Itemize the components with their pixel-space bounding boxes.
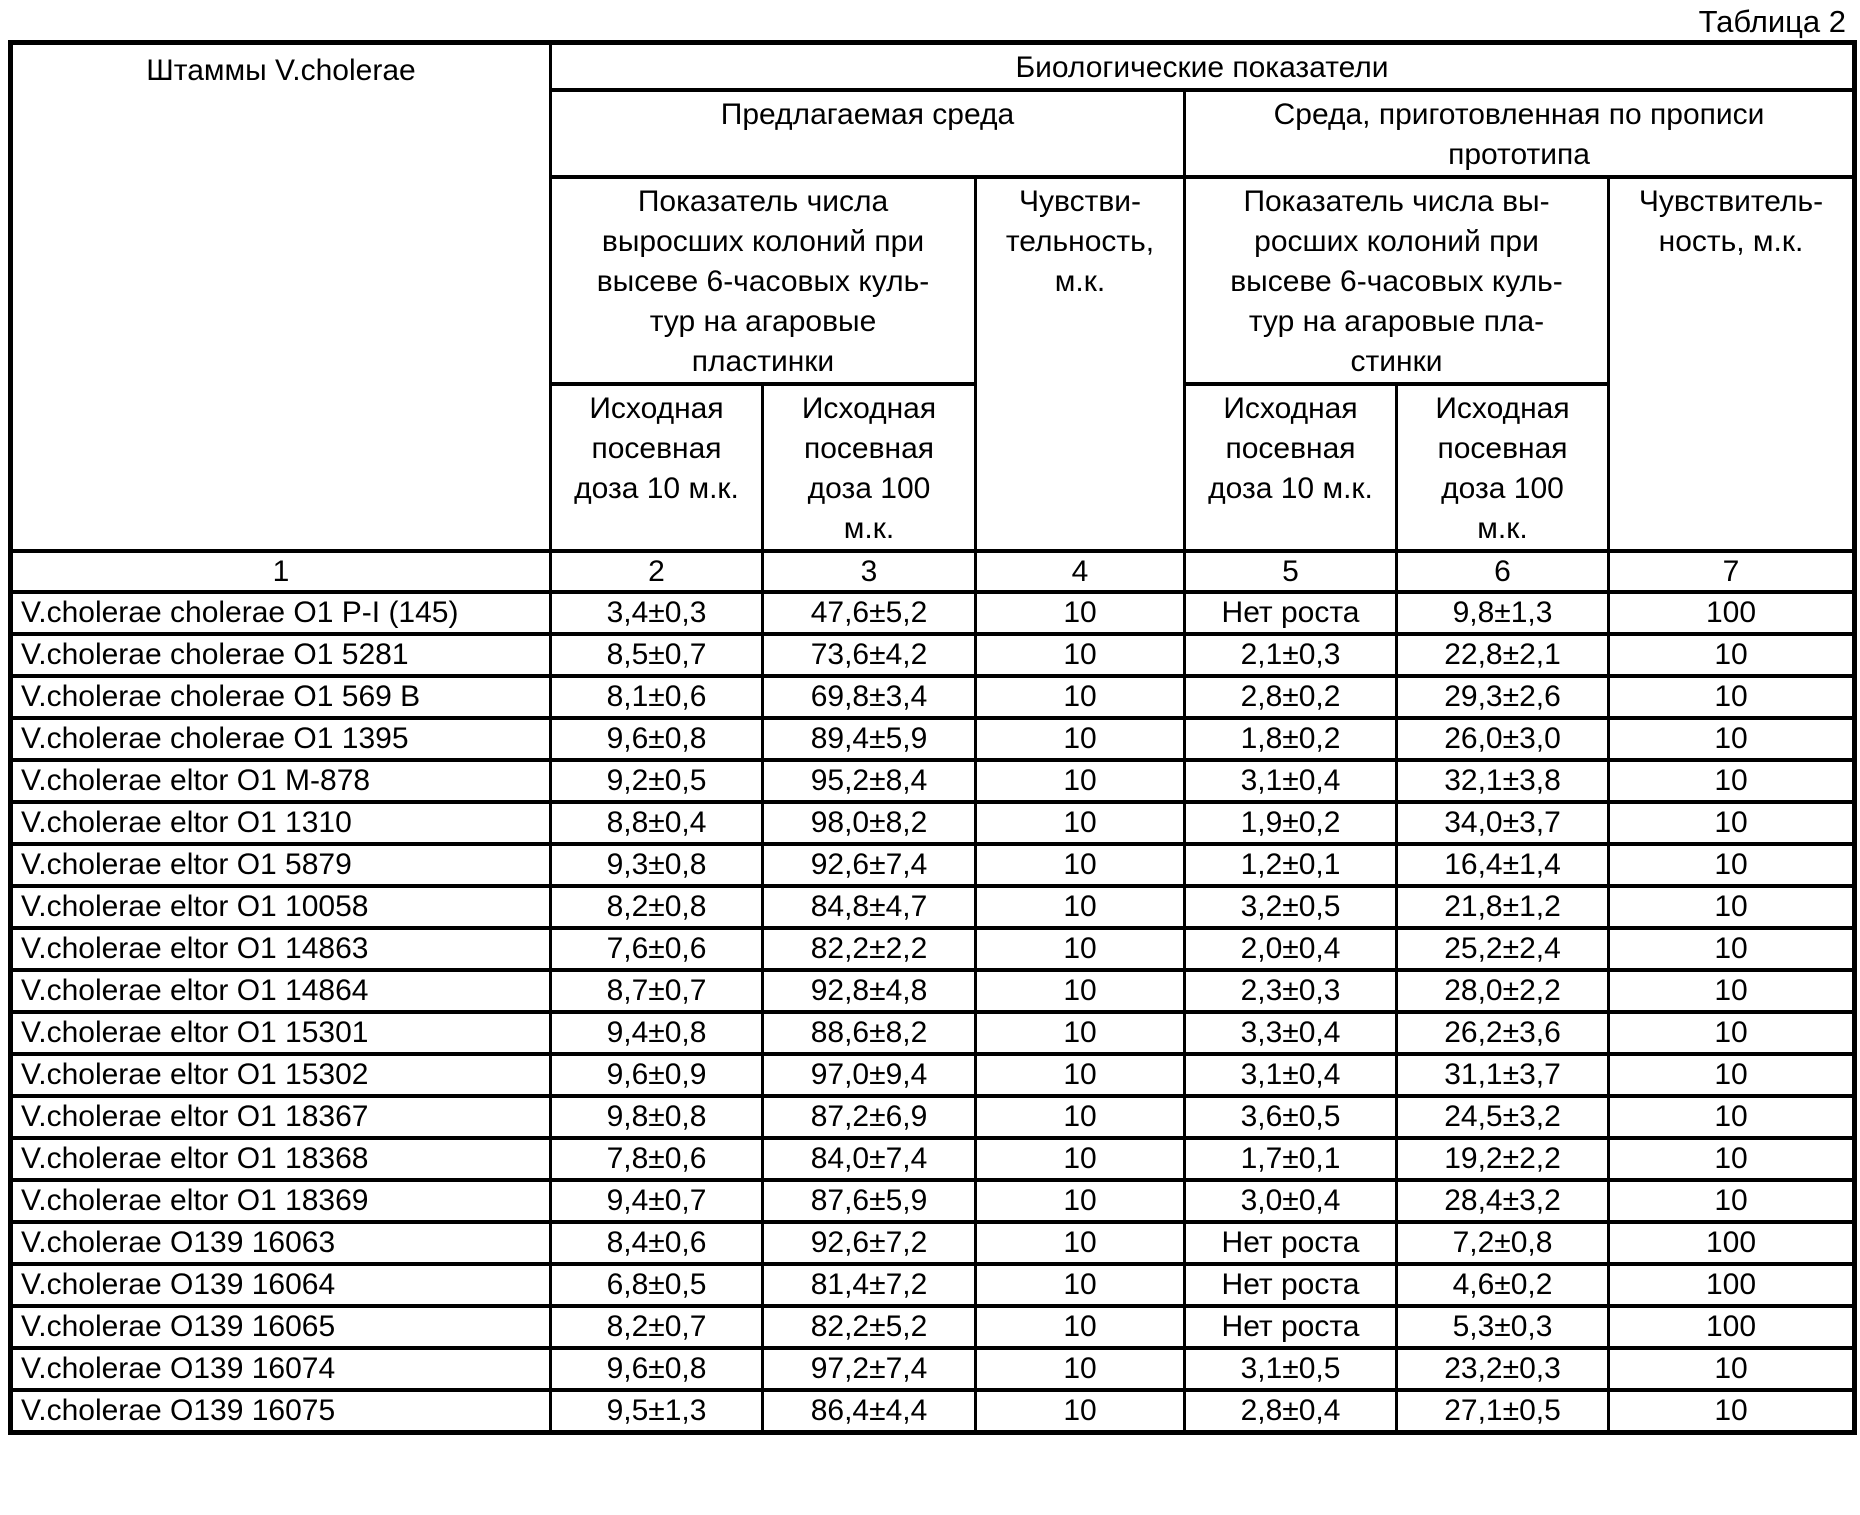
value-cell: 100 (1609, 1306, 1855, 1348)
table-row (11, 1180, 1855, 1222)
value-cell: 9,4±0,7 (551, 1180, 763, 1222)
column-number: 7 (1609, 551, 1855, 592)
value-cell: 97,2±7,4 (763, 1348, 976, 1390)
value-cell: 10 (1609, 1012, 1855, 1054)
value-cell: 73,6±4,2 (763, 634, 976, 676)
strain-name-cell: V.cholerae O139 16074 (11, 1348, 551, 1390)
value-cell: 82,2±2,2 (763, 928, 976, 970)
value-cell: Нет роста (1185, 1306, 1397, 1348)
value-cell: 5,3±0,3 (1397, 1306, 1609, 1348)
strain-name-cell: V.cholerae eltor O1 15302 (11, 1054, 551, 1096)
value-cell: 10 (976, 1180, 1185, 1222)
value-cell: 8,5±0,7 (551, 634, 763, 676)
table-row (11, 1306, 1855, 1348)
strain-name-cell: V.cholerae cholerae O1 P-I (145) (11, 592, 551, 634)
value-cell: Нет роста (1185, 1264, 1397, 1306)
value-cell: 9,6±0,8 (551, 718, 763, 760)
value-cell: 10 (1609, 1096, 1855, 1138)
value-cell: 3,1±0,5 (1185, 1348, 1397, 1390)
value-cell: 31,1±3,7 (1397, 1054, 1609, 1096)
table-caption: Таблица 2 (1698, 4, 1846, 39)
value-cell: 25,2±2,4 (1397, 928, 1609, 970)
value-cell: 10 (976, 1012, 1185, 1054)
table-row (11, 676, 1855, 718)
table-row (11, 844, 1855, 886)
table-header-section (11, 43, 1855, 593)
table-row (11, 1348, 1855, 1390)
value-cell: 92,6±7,2 (763, 1222, 976, 1264)
value-cell: 10 (976, 592, 1185, 634)
value-cell: 3,2±0,5 (1185, 886, 1397, 928)
value-cell: 10 (976, 1054, 1185, 1096)
value-cell: 8,8±0,4 (551, 802, 763, 844)
column-numbers-row (11, 551, 1855, 592)
value-cell: Нет роста (1185, 592, 1397, 634)
value-cell: 10 (976, 718, 1185, 760)
value-cell: 6,8±0,5 (551, 1264, 763, 1306)
sensitivity-header-prototype: Чувствитель- ность, м.к. (1609, 177, 1855, 551)
value-cell: 86,4±4,4 (763, 1390, 976, 1432)
value-cell: 22,8±2,1 (1397, 634, 1609, 676)
column-number: 5 (1185, 551, 1397, 592)
value-cell: 10 (976, 1264, 1185, 1306)
value-cell: 9,8±0,8 (551, 1096, 763, 1138)
value-cell: 9,4±0,8 (551, 1012, 763, 1054)
strain-name-cell: V.cholerae O139 16063 (11, 1222, 551, 1264)
value-cell: 84,0±7,4 (763, 1138, 976, 1180)
value-cell: 24,5±3,2 (1397, 1096, 1609, 1138)
value-cell: 27,1±0,5 (1397, 1390, 1609, 1432)
value-cell: 8,4±0,6 (551, 1222, 763, 1264)
value-cell: 95,2±8,4 (763, 760, 976, 802)
strain-name-cell: V.cholerae eltor O1 15301 (11, 1012, 551, 1054)
value-cell: 87,2±6,9 (763, 1096, 976, 1138)
colony-count-header-proposed: Показатель числа выросших колоний при высеве 6-часовых куль- тур на агаровые пластинки (551, 177, 976, 384)
value-cell: 47,6±5,2 (763, 592, 976, 634)
value-cell: 10 (1609, 1180, 1855, 1222)
value-cell: 3,1±0,4 (1185, 760, 1397, 802)
value-cell: 10 (1609, 676, 1855, 718)
value-cell: 9,5±1,3 (551, 1390, 763, 1432)
value-cell: 23,2±0,3 (1397, 1348, 1609, 1390)
value-cell: 9,8±1,3 (1397, 592, 1609, 634)
biological-indicators-header: Биологические показатели (551, 43, 1855, 91)
value-cell: 10 (976, 844, 1185, 886)
value-cell: 21,8±1,2 (1397, 886, 1609, 928)
dose-100-header-prototype: Исходная посевная доза 100 м.к. (1397, 384, 1609, 551)
value-cell: 3,0±0,4 (1185, 1180, 1397, 1222)
value-cell: 4,6±0,2 (1397, 1264, 1609, 1306)
table-row (11, 970, 1855, 1012)
value-cell: 10 (976, 1390, 1185, 1432)
value-cell: 7,6±0,6 (551, 928, 763, 970)
value-cell: 7,8±0,6 (551, 1138, 763, 1180)
header-row-top (11, 43, 1855, 91)
strain-name-cell: V.cholerae O139 16075 (11, 1390, 551, 1432)
value-cell: 100 (1609, 1264, 1855, 1306)
value-cell: 100 (1609, 1222, 1855, 1264)
value-cell: 16,4±1,4 (1397, 844, 1609, 886)
value-cell: 3,1±0,4 (1185, 1054, 1397, 1096)
value-cell: 8,2±0,8 (551, 886, 763, 928)
value-cell: 10 (976, 970, 1185, 1012)
value-cell: 10 (976, 886, 1185, 928)
table-row (11, 1264, 1855, 1306)
value-cell: 10 (1609, 886, 1855, 928)
strain-name-cell: V.cholerae eltor O1 1310 (11, 802, 551, 844)
value-cell: 29,3±2,6 (1397, 676, 1609, 718)
value-cell: 9,6±0,9 (551, 1054, 763, 1096)
column-number: 1 (11, 551, 551, 592)
value-cell: 26,0±3,0 (1397, 718, 1609, 760)
value-cell: 9,2±0,5 (551, 760, 763, 802)
value-cell: 3,3±0,4 (1185, 1012, 1397, 1054)
column-number: 4 (976, 551, 1185, 592)
strain-name-cell: V.cholerae O139 16064 (11, 1264, 551, 1306)
value-cell: 10 (976, 634, 1185, 676)
value-cell: 10 (1609, 970, 1855, 1012)
table-row (11, 802, 1855, 844)
strain-name-cell: V.cholerae eltor O1 18369 (11, 1180, 551, 1222)
value-cell: 1,2±0,1 (1185, 844, 1397, 886)
value-cell: 81,4±7,2 (763, 1264, 976, 1306)
strains-column-header: Штаммы V.cholerae (11, 43, 551, 552)
table-row (11, 760, 1855, 802)
table-row (11, 886, 1855, 928)
value-cell: 32,1±3,8 (1397, 760, 1609, 802)
dose-10-header-proposed: Исходная посевная доза 10 м.к. (551, 384, 763, 551)
results-table (8, 40, 1857, 1435)
value-cell: 10 (1609, 844, 1855, 886)
strain-name-cell: V.cholerae eltor O1 10058 (11, 886, 551, 928)
value-cell: 10 (1609, 1348, 1855, 1390)
colony-count-header-prototype: Показатель числа вы- росших колоний при высеве 6-часовых куль- тур на агаровые пла- стинки (1185, 177, 1609, 384)
value-cell: 10 (976, 1348, 1185, 1390)
value-cell: 2,8±0,4 (1185, 1390, 1397, 1432)
value-cell: 10 (1609, 634, 1855, 676)
table-row (11, 718, 1855, 760)
value-cell: 97,0±9,4 (763, 1054, 976, 1096)
table-row (11, 1012, 1855, 1054)
value-cell: 98,0±8,2 (763, 802, 976, 844)
value-cell: 26,2±3,6 (1397, 1012, 1609, 1054)
sensitivity-header-proposed: Чувстви- тельность, м.к. (976, 177, 1185, 551)
prototype-medium-header: Среда, приготовленная по прописи прототипа (1185, 90, 1855, 177)
value-cell: 10 (1609, 802, 1855, 844)
value-cell: 10 (976, 1222, 1185, 1264)
value-cell: 19,2±2,2 (1397, 1138, 1609, 1180)
value-cell: 100 (1609, 592, 1855, 634)
column-number: 3 (763, 551, 976, 592)
value-cell: 92,6±7,4 (763, 844, 976, 886)
value-cell: 10 (1609, 760, 1855, 802)
value-cell: 10 (976, 1138, 1185, 1180)
strain-name-cell: V.cholerae eltor O1 M-878 (11, 760, 551, 802)
value-cell: 2,3±0,3 (1185, 970, 1397, 1012)
value-cell: 3,4±0,3 (551, 592, 763, 634)
strain-name-cell: V.cholerae eltor O1 14864 (11, 970, 551, 1012)
table-row (11, 1138, 1855, 1180)
strain-name-cell: V.cholerae cholerae O1 569 B (11, 676, 551, 718)
strain-name-cell: V.cholerae cholerae O1 5281 (11, 634, 551, 676)
strain-name-cell: V.cholerae eltor O1 14863 (11, 928, 551, 970)
value-cell: 89,4±5,9 (763, 718, 976, 760)
value-cell: 69,8±3,4 (763, 676, 976, 718)
proposed-medium-header: Предлагаемая среда (551, 90, 1185, 177)
strain-name-cell: V.cholerae O139 16065 (11, 1306, 551, 1348)
table-row (11, 928, 1855, 970)
value-cell: 7,2±0,8 (1397, 1222, 1609, 1264)
dose-100-header-proposed: Исходная посевная доза 100 м.к. (763, 384, 976, 551)
value-cell: 2,1±0,3 (1185, 634, 1397, 676)
value-cell: Нет роста (1185, 1222, 1397, 1264)
value-cell: 34,0±3,7 (1397, 802, 1609, 844)
value-cell: 2,8±0,2 (1185, 676, 1397, 718)
value-cell: 10 (1609, 1138, 1855, 1180)
strain-name-cell: V.cholerae eltor O1 18367 (11, 1096, 551, 1138)
value-cell: 10 (1609, 928, 1855, 970)
value-cell: 10 (1609, 1054, 1855, 1096)
value-cell: 8,1±0,6 (551, 676, 763, 718)
strain-name-cell: V.cholerae eltor O1 18368 (11, 1138, 551, 1180)
value-cell: 88,6±8,2 (763, 1012, 976, 1054)
table-row (11, 634, 1855, 676)
value-cell: 92,8±4,8 (763, 970, 976, 1012)
value-cell: 28,0±2,2 (1397, 970, 1609, 1012)
value-cell: 9,6±0,8 (551, 1348, 763, 1390)
dose-10-header-prototype: Исходная посевная доза 10 м.к. (1185, 384, 1397, 551)
value-cell: 9,3±0,8 (551, 844, 763, 886)
value-cell: 10 (1609, 1390, 1855, 1432)
value-cell: 28,4±3,2 (1397, 1180, 1609, 1222)
table-row (11, 1390, 1855, 1432)
value-cell: 10 (1609, 718, 1855, 760)
value-cell: 10 (976, 1096, 1185, 1138)
value-cell: 1,8±0,2 (1185, 718, 1397, 760)
value-cell: 8,7±0,7 (551, 970, 763, 1012)
table-body (11, 592, 1855, 1432)
strain-name-cell: V.cholerae cholerae O1 1395 (11, 718, 551, 760)
value-cell: 84,8±4,7 (763, 886, 976, 928)
table-row (11, 1222, 1855, 1264)
value-cell: 1,7±0,1 (1185, 1138, 1397, 1180)
value-cell: 87,6±5,9 (763, 1180, 976, 1222)
value-cell: 82,2±5,2 (763, 1306, 976, 1348)
value-cell: 10 (976, 802, 1185, 844)
value-cell: 10 (976, 760, 1185, 802)
value-cell: 3,6±0,5 (1185, 1096, 1397, 1138)
value-cell: 10 (976, 928, 1185, 970)
value-cell: 8,2±0,7 (551, 1306, 763, 1348)
table-row (11, 1096, 1855, 1138)
strain-name-cell: V.cholerae eltor O1 5879 (11, 844, 551, 886)
value-cell: 1,9±0,2 (1185, 802, 1397, 844)
column-number: 6 (1397, 551, 1609, 592)
table-row (11, 1054, 1855, 1096)
column-number: 2 (551, 551, 763, 592)
table-row (11, 592, 1855, 634)
value-cell: 2,0±0,4 (1185, 928, 1397, 970)
value-cell: 10 (976, 676, 1185, 718)
value-cell: 10 (976, 1306, 1185, 1348)
